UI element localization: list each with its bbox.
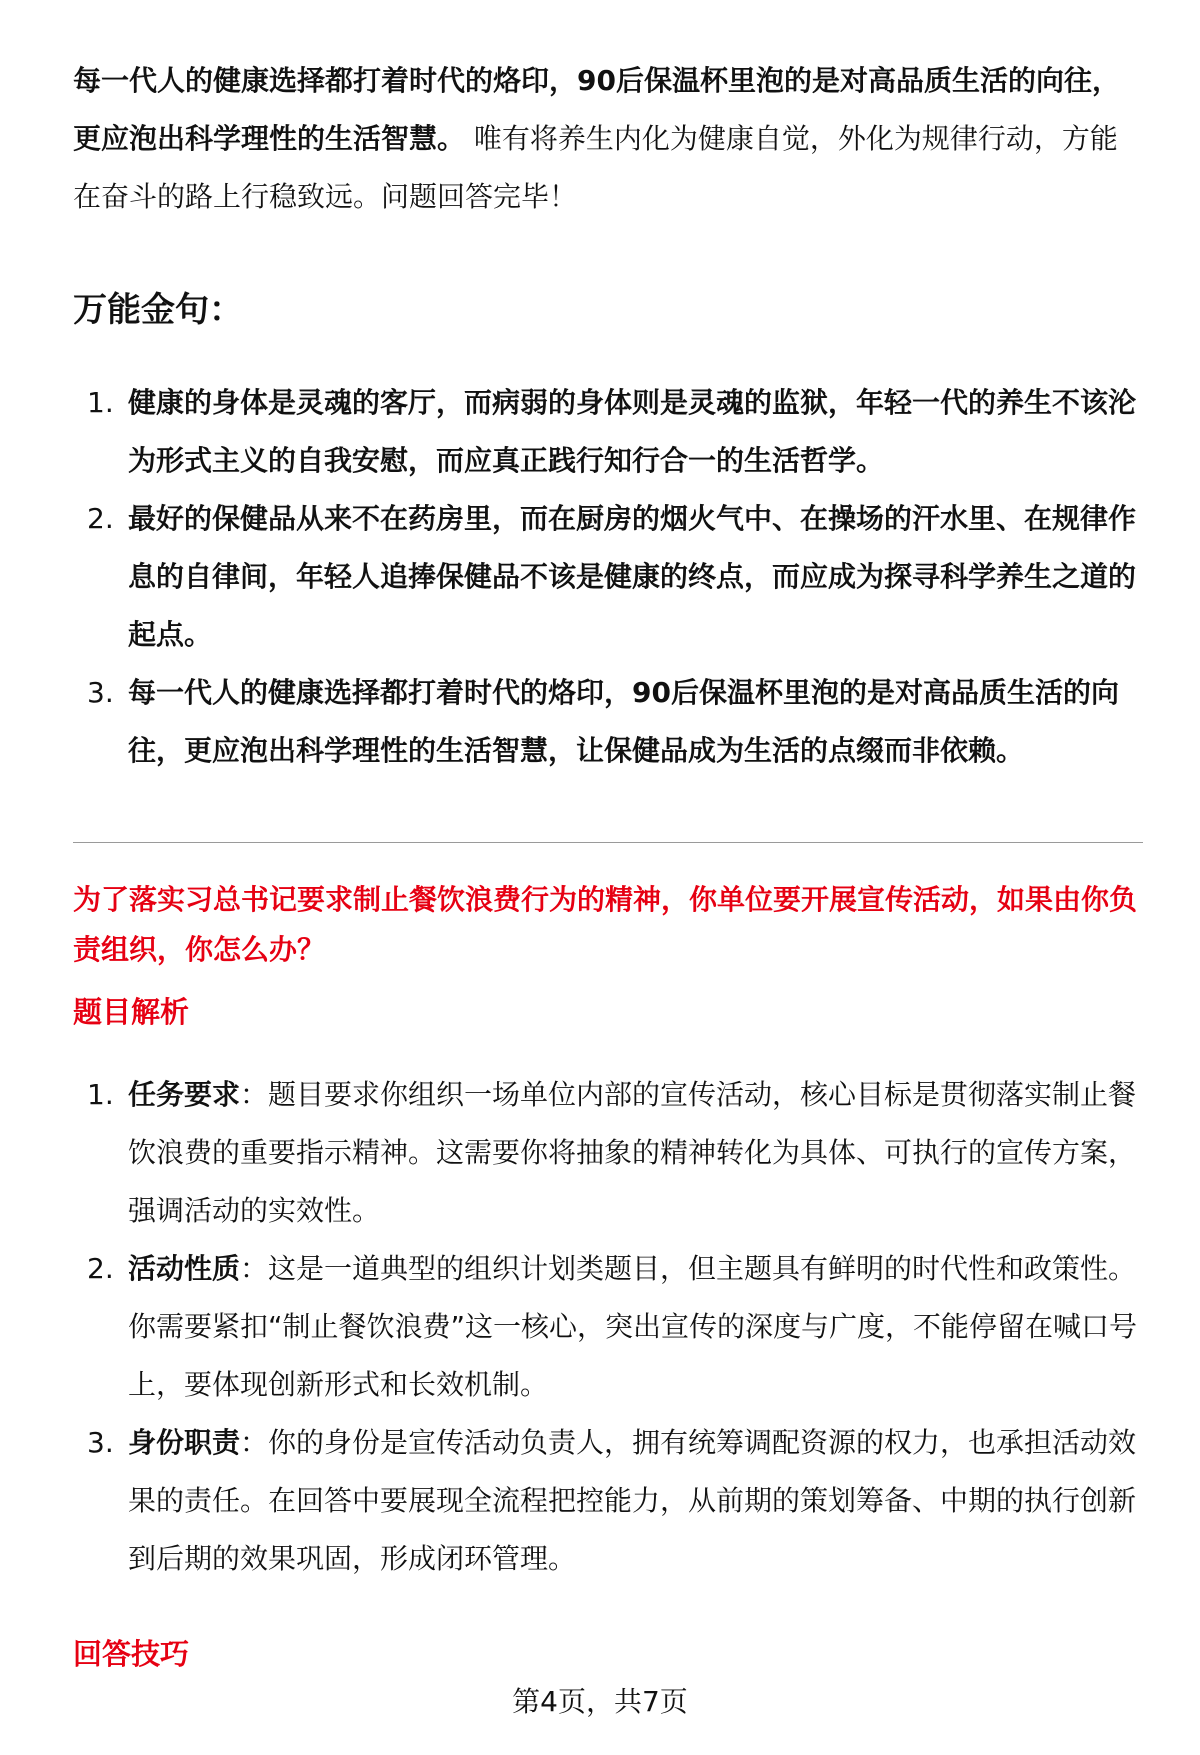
list-item: [73, 490, 1153, 664]
list-number: 2.: [87, 1252, 114, 1285]
interview-question: 为了落实习总书记要求制止餐饮浪费行为的精神，你单位要开展宣传活动，如果由你负责组织，你怎么办？: [73, 883, 1138, 966]
list-item: [73, 1066, 1153, 1240]
closing-normal-text: 唯有将养生内化为健康自觉，外化为规律行动，方能在奋斗的路上行稳致远。问题回答完毕！: [73, 122, 1118, 213]
list-number: 3.: [87, 676, 114, 709]
golden-sentences-list: [73, 374, 1153, 780]
page-number-footer: 第4页，共7页: [512, 1685, 688, 1718]
analysis-list: [73, 1066, 1153, 1588]
closing-paragraph: [73, 52, 1143, 226]
list-text: 每一代人的健康选择都打着时代的烙印，90后保温杯里泡的是对高品质生活的向往，更应泡出科学理性的生活智慧，让保健品成为生活的点缀而非依赖。: [128, 676, 1119, 767]
tips-heading: 回答技巧: [73, 1637, 190, 1671]
list-number: 1.: [87, 1078, 114, 1111]
item-label: 活动性质: [128, 1252, 241, 1285]
list-item: [73, 1414, 1153, 1588]
list-text: ：你的身份是宣传活动负责人，拥有统筹调配资源的权力，也承担活动效果的责任。在回答中要展现全流程把控能力，从前期的策划筹备、中期的执行创新到后期的效果巩固，形成闭环管理。: [128, 1426, 1137, 1575]
list-number: 3.: [87, 1426, 114, 1459]
list-text: 健康的身体是灵魂的客厅，而病弱的身体则是灵魂的监狱，年轻一代的养生不该沦为形式主义的自我安慰，而应真正践行知行合一的生活哲学。: [128, 386, 1137, 477]
item-label: 身份职责: [128, 1426, 241, 1459]
list-item: [73, 1240, 1153, 1414]
item-label: 任务要求: [128, 1078, 241, 1111]
list-text: ：题目要求你组织一场单位内部的宣传活动，核心目标是贯彻落实制止餐饮浪费的重要指示精神。这需要你将抽象的精神转化为具体、可执行的宣传方案，强调活动的实效性。: [128, 1078, 1137, 1227]
list-item: [73, 374, 1153, 490]
list-number: 1.: [87, 386, 114, 419]
list-item: [73, 664, 1153, 780]
section-divider: [73, 842, 1143, 843]
closing-bold-text: 每一代人的健康选择都打着时代的烙印，90后保温杯里泡的是对高品质生活的向往，更应泡出科学理性的生活智慧。: [73, 64, 1120, 155]
list-text: ：这是一道典型的组织计划类题目，但主题具有鲜明的时代性和政策性。你需要紧扣“制止餐饮浪费”这一核心，突出宣传的深度与广度，不能停留在喊口号上，要体现创新形式和长效机制。: [128, 1252, 1138, 1401]
analysis-heading: 题目解析: [73, 995, 190, 1029]
list-text: 最好的保健品从来不在药房里，而在厨房的烟火气中、在操场的汗水里、在规律作息的自律间，年轻人追捧保健品不该是健康的终点，而应成为探寻科学养生之道的起点。: [128, 502, 1137, 651]
list-number: 2.: [87, 502, 114, 535]
golden-sentences-heading: 万能金句：: [73, 290, 243, 330]
